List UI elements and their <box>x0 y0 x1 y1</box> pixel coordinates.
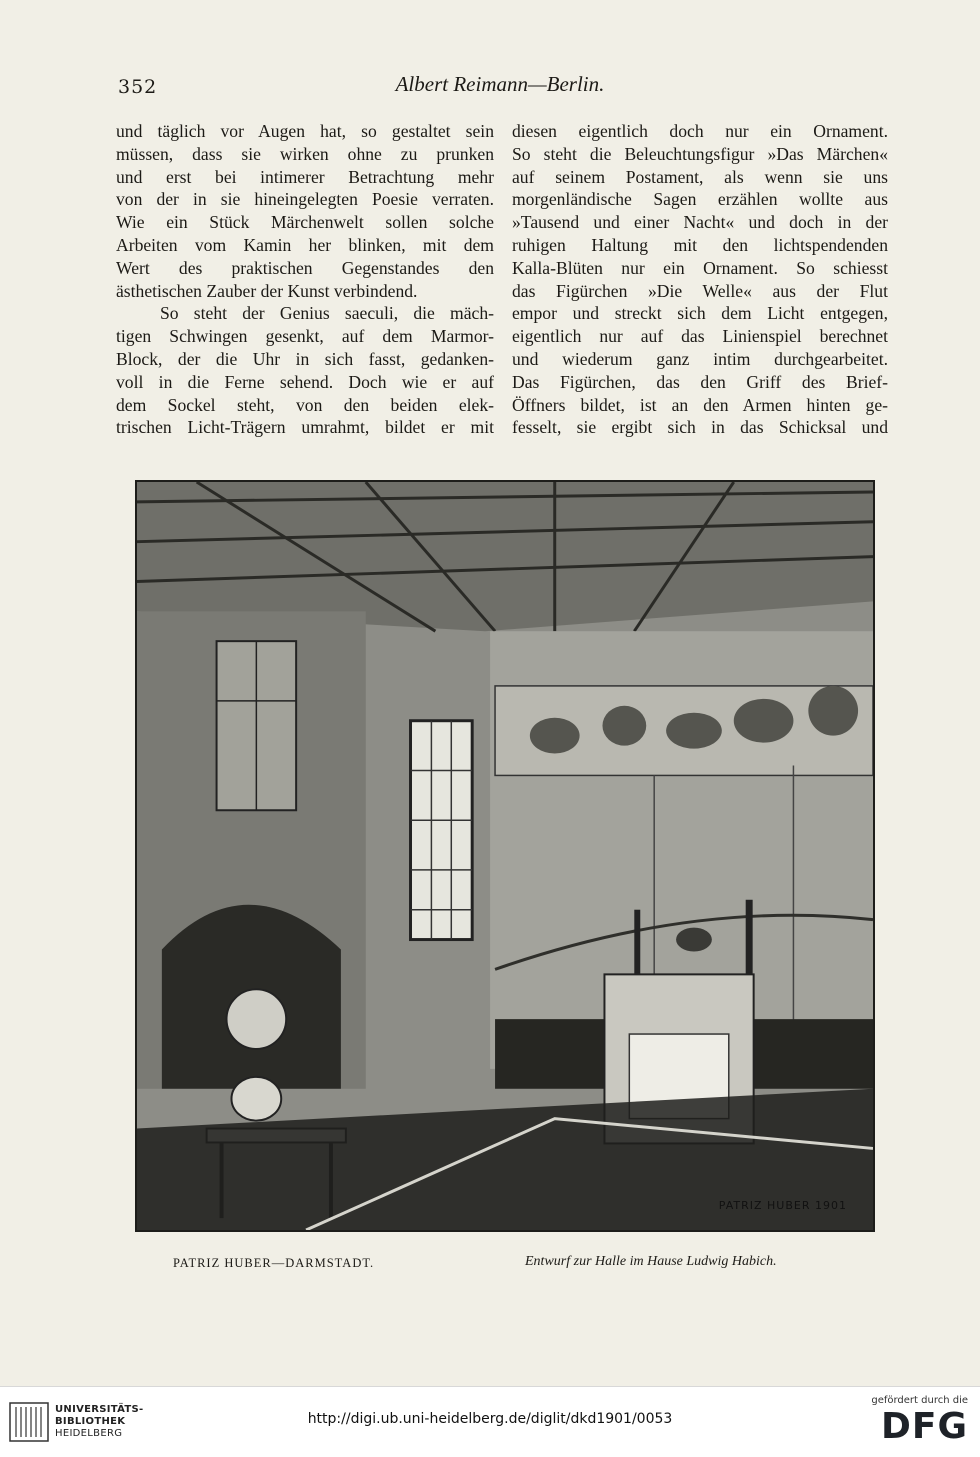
text-line: fesselt, sie ergibt sich in das Schicksal und <box>512 417 888 438</box>
left-text-column <box>116 120 494 439</box>
artist-signature: PATRIZ HUBER 1901 <box>718 1199 847 1212</box>
hall-interior-illustration <box>135 480 875 1232</box>
text-line: ästhetischen Zauber der Kunst verbindend. <box>116 280 418 301</box>
text-line: Arbeiten vom Kamin her blinken, mit dem <box>116 234 494 255</box>
text-line: »Tausend und einer Nacht« und doch in der <box>512 212 888 233</box>
text-line: und täglich vor Augen hat, so gestaltet sein <box>116 121 494 141</box>
institution-line: BIBLIOTHEK <box>55 1416 126 1427</box>
illustration-drawing <box>137 482 873 1230</box>
text-line: morgenländische Sagen erzählen wollte aus <box>512 189 888 210</box>
institution-line: HEIDELBERG <box>55 1428 123 1439</box>
text-line: voll in die Ferne sehend. Doch wie er auf <box>116 371 494 392</box>
text-line: Wie ein Stück Märchenwelt sollen solche <box>116 212 494 233</box>
funded-by-label: gefördert durch die <box>871 1395 968 1406</box>
text-line: von der in sie hineingelegten Poesie verraten. <box>116 189 494 210</box>
running-title: Albert Reimann—Berlin. <box>395 72 605 96</box>
institution-name <box>55 1404 144 1440</box>
text-line: das Figürchen »Die Welle« aus der Flut <box>512 280 888 301</box>
dfg-logo: DFG <box>880 1406 968 1447</box>
text-line: und erst bei intimerer Betrachtung mehr <box>116 166 494 187</box>
page-number: 352 <box>118 76 158 98</box>
text-line: So steht der Genius saeculi, die mäch- <box>160 303 494 324</box>
text-line: Das Figürchen, das den Griff des Brief- <box>512 371 888 392</box>
text-line: So steht die Beleuchtungsfigur »Das Märchen« <box>512 143 888 164</box>
permalink-url[interactable]: http://digi.ub.uni-heidelberg.de/diglit/dkd1901/0053 <box>307 1411 673 1427</box>
right-text-column <box>512 120 888 439</box>
text-line: auf seinem Postament, als wenn sie uns <box>512 166 888 187</box>
text-line: trischen Licht-Trägern umrahmt, bildet er mit <box>116 417 494 438</box>
text-line: müssen, dass sie wirken ohne zu prunken <box>116 143 494 164</box>
text-line: und wiederum ganz intim durchgearbeitet. <box>512 348 888 369</box>
text-line: tigen Schwingen gesenkt, auf dem Marmor- <box>116 326 494 347</box>
text-line: diesen eigentlich doch nur ein Ornament. <box>512 121 888 141</box>
university-library-logo-icon <box>8 1401 50 1443</box>
text-line: Wert des praktischen Gegenstandes den <box>116 257 494 278</box>
text-line: eigentlich nur auf das Linienspiel berechnet <box>512 326 888 347</box>
digitization-footer <box>0 1386 980 1457</box>
text-line: empor und streckt sich dem Licht entgegen, <box>512 303 888 324</box>
text-line: dem Sockel steht, von den beiden elek- <box>116 394 494 415</box>
caption-artist: PATRIZ HUBER—DARMSTADT. <box>173 1256 375 1270</box>
text-line: Block, der die Uhr in sich fasst, gedanken- <box>116 348 494 369</box>
text-line: ruhigen Haltung mit den lichtspendenden <box>512 234 888 255</box>
text-line: Kalla-Blüten nur ein Ornament. So schiesst <box>512 257 888 278</box>
text-line: Öffners bildet, ist an den Armen hinten ge- <box>512 394 888 415</box>
caption-title: Entwurf zur Halle im Hause Ludwig Habich. <box>525 1254 777 1269</box>
institution-line: UNIVERSITÄTS- <box>55 1404 144 1415</box>
